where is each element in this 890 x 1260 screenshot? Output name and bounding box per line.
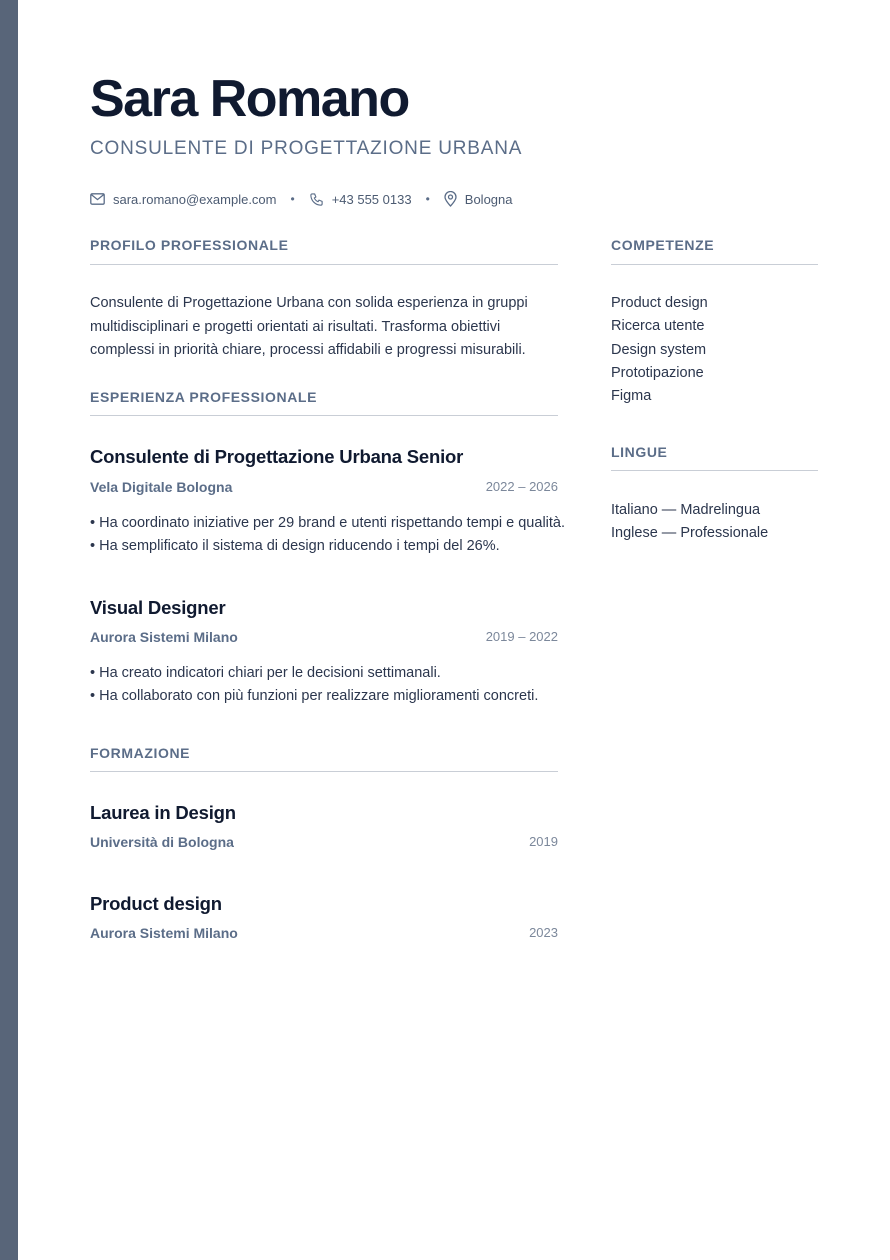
degree-title: Laurea in Design xyxy=(90,802,236,823)
mail-icon xyxy=(90,193,105,205)
school-name: Aurora Sistemi Milano xyxy=(90,925,238,941)
experience-divider xyxy=(90,415,558,416)
contact-email[interactable] xyxy=(90,192,276,207)
candidate-name: Sara Romano xyxy=(90,70,409,128)
job-title: Visual Designer xyxy=(90,597,226,618)
experience-heading: ESPERIENZA PROFESSIONALE xyxy=(90,389,318,405)
languages-divider xyxy=(611,470,818,471)
skill-item: Prototipazione xyxy=(611,364,704,381)
list-item: • Ha collaborato con più funzioni per realizzare miglioramenti concreti. xyxy=(90,688,539,704)
contact-separator: • xyxy=(425,192,430,206)
job-dates: 2019 – 2022 xyxy=(485,629,558,644)
location-text: Bologna xyxy=(464,191,513,207)
job-title: Consulente di Progettazione Urbana Senior xyxy=(90,446,464,467)
list-item: • Ha semplificato il sistema di design riducendo i tempi del 26%. xyxy=(90,538,500,554)
side-accent-bar xyxy=(0,0,18,1260)
school-name: Università di Bologna xyxy=(90,834,234,850)
languages-heading: LINGUE xyxy=(611,444,668,460)
job-company: Vela Digitale Bologna xyxy=(90,479,233,495)
job-dates: 2022 – 2026 xyxy=(485,479,558,494)
job-bullets xyxy=(90,512,570,558)
skill-item: Figma xyxy=(611,388,652,405)
contact-row xyxy=(90,189,513,209)
education-year: 2019 xyxy=(529,834,558,849)
skill-item: Product design xyxy=(611,295,708,311)
profile-heading: PROFILO PROFESSIONALE xyxy=(90,237,289,253)
skill-item: Ricerca utente xyxy=(611,318,705,335)
skills-divider xyxy=(611,264,818,265)
location-pin-icon xyxy=(444,191,457,207)
education-divider xyxy=(90,771,558,772)
job-bullets xyxy=(90,662,570,708)
language-item: Italiano — Madrelingua xyxy=(611,502,761,518)
skill-item: Design system xyxy=(611,341,707,358)
email-text: sara.romano@example.com xyxy=(113,191,277,207)
degree-title: Product design xyxy=(90,893,222,914)
contact-separator: • xyxy=(290,192,295,206)
phone-text: +43 555 0133 xyxy=(331,191,412,207)
list-item: • Ha creato indicatori chiari per le decisioni settimanali. xyxy=(90,665,441,681)
job-role: CONSULENTE DI PROGETTAZIONE URBANA xyxy=(90,138,523,159)
contact-phone[interactable] xyxy=(309,192,412,207)
skills-list xyxy=(611,292,708,408)
list-item: • Ha coordinato iniziative per 29 brand e utenti rispettando tempi e qualità. xyxy=(90,515,566,531)
contact-location xyxy=(444,191,513,207)
education-year: 2023 xyxy=(529,925,558,940)
profile-summary: Consulente di Progettazione Urbana con solida esperienza in gruppi multidisciplinari e progetti orientati ai risultati. Trasforma obiettivi complessi in priorità chiare, processi affidabili e progressi misurabili. xyxy=(90,295,528,358)
skills-heading: COMPETENZE xyxy=(611,237,715,253)
job-company: Aurora Sistemi Milano xyxy=(90,629,238,645)
profile-divider xyxy=(90,264,558,265)
education-heading: FORMAZIONE xyxy=(90,745,191,761)
phone-icon xyxy=(309,192,324,207)
languages-list xyxy=(611,499,768,546)
language-item: Inglese — Professionale xyxy=(611,525,769,542)
